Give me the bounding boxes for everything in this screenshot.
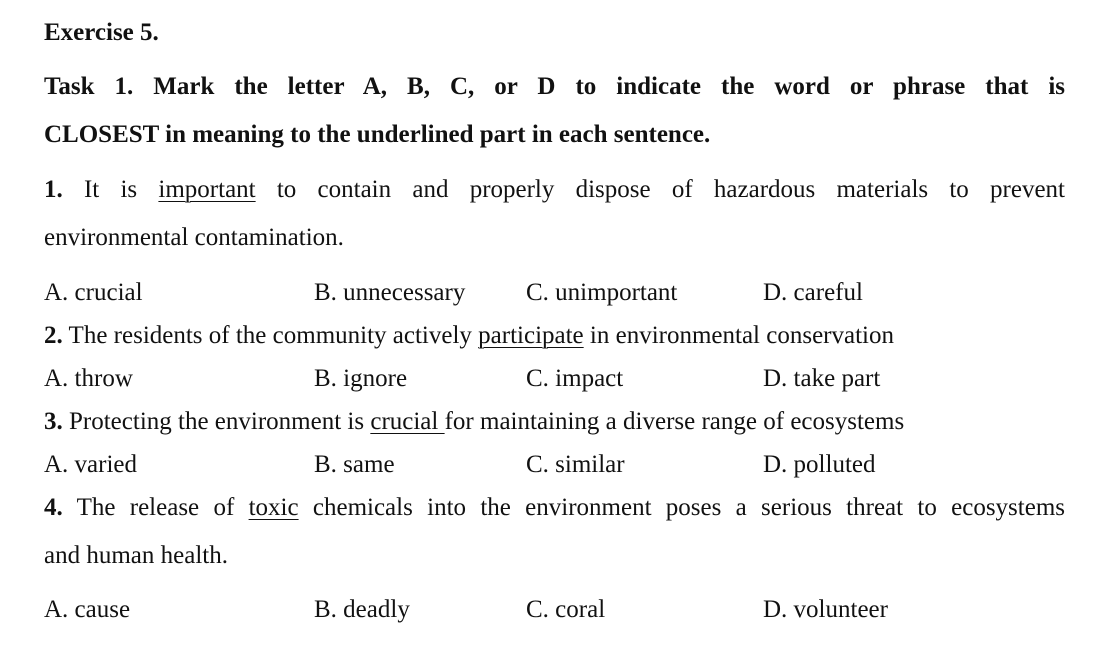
option-b[interactable]: B. ignore [314, 365, 408, 392]
exercise-heading: Exercise 5. [44, 19, 159, 46]
underlined-word: toxic [248, 494, 299, 521]
underlined-word: crucial [370, 408, 445, 435]
question-1 [44, 175, 1065, 205]
option-a[interactable]: A. crucial [44, 279, 143, 306]
option-d[interactable]: D. polluted [763, 451, 876, 478]
question-text: The residents of the community actively [62, 322, 479, 349]
question-text: It is [62, 176, 159, 203]
question-3-options [44, 450, 1065, 480]
question-text: The release of [62, 494, 249, 521]
option-a[interactable]: A. varied [44, 451, 138, 478]
question-text: chemicals into the environment poses a serious threat to ecosystems [298, 494, 1065, 521]
option-d[interactable]: D. volunteer [763, 596, 888, 623]
option-c[interactable]: C. impact [526, 365, 624, 392]
underlined-word: important [158, 176, 256, 203]
question-2-options [44, 364, 1065, 394]
task-instruction-line-2: CLOSEST in meaning to the underlined part in each sentence. [44, 121, 711, 148]
question-2 [44, 321, 894, 351]
option-d[interactable]: D. take part [763, 365, 881, 392]
option-d[interactable]: D. careful [763, 279, 863, 306]
option-c[interactable]: C. unimportant [526, 279, 678, 306]
option-c[interactable]: C. similar [526, 451, 625, 478]
option-a[interactable]: A. throw [44, 365, 133, 392]
question-4-options [44, 595, 1065, 625]
underlined-word: participate [478, 322, 584, 349]
option-c[interactable]: C. coral [526, 596, 606, 623]
question-1-options [44, 278, 1065, 308]
question-number: 4. [44, 494, 63, 521]
option-b[interactable]: B. unnecessary [314, 279, 466, 306]
question-number: 1. [44, 176, 63, 203]
option-a[interactable]: A. cause [44, 596, 131, 623]
question-1-continuation: environmental contamination. [44, 224, 344, 251]
question-text: for maintaining a diverse range of ecosystems [444, 408, 905, 435]
question-text: in environmental conservation [583, 322, 894, 349]
question-number: 3. [44, 408, 63, 435]
question-4 [44, 493, 1065, 523]
option-b[interactable]: B. deadly [314, 596, 410, 623]
option-b[interactable]: B. same [314, 451, 395, 478]
question-3 [44, 407, 904, 437]
question-text: Protecting the environment is [62, 408, 371, 435]
question-text: to contain and properly dispose of hazardous materials to prevent [255, 176, 1065, 203]
question-number: 2. [44, 322, 63, 349]
task-instruction-line-1: Task 1. Mark the letter A, B, C, or D to indicate the word or phrase that is [44, 73, 1065, 100]
question-4-continuation: and human health. [44, 542, 228, 569]
